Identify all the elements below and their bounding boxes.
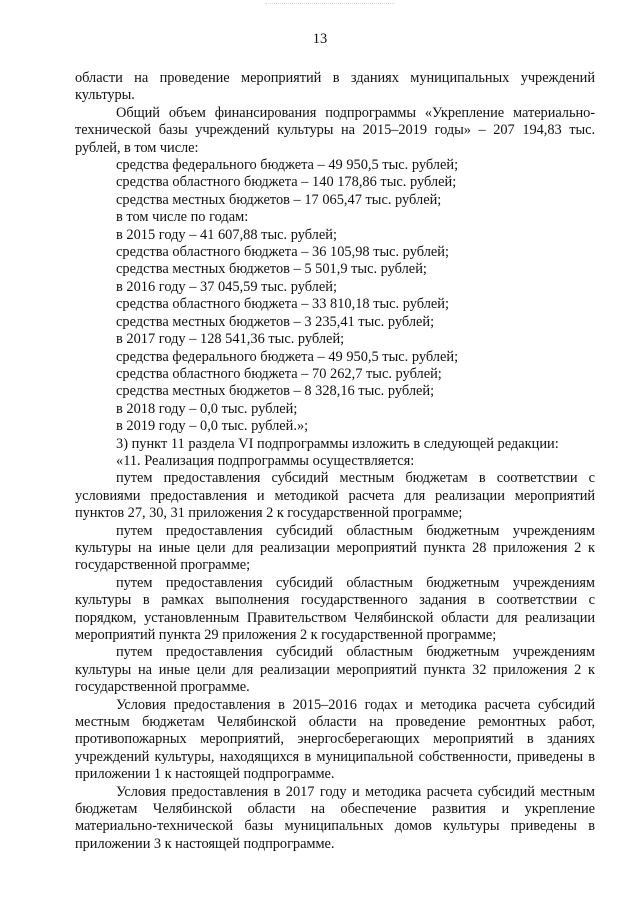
- text-line: «11. Реализация подпрограммы осуществляется:: [116, 452, 415, 469]
- text-line: в том числе по годам:: [116, 209, 249, 226]
- text-line: в 2015 году – 41 607,88 тыс. рублей;: [116, 226, 337, 243]
- paragraph: путем предоставления субсидий областным бюджетным учреждениям культуры в рамках выполнения государственного задания в соответствии с порядком, установленным Правительством Челябинской области для реализации мероприятий пункта 29 приложения 2 к государственной программе;: [75, 574, 595, 643]
- text-line: средства областного бюджета – 140 178,86 тыс. рублей;: [116, 174, 457, 191]
- paragraph: Условия предоставления в 2015–2016 годах и методика расчета субсидий местным бюджетам Челябинской области на проведение ремонтных работ, противопожарных мероприятий, энергосберегающих мероприятий в зданиях учреждений культуры, находящихся в муниципальной собственности, приведены в приложении 1 к настоящей подпрограмме.: [75, 696, 595, 783]
- text-line: средства местных бюджетов – 17 065,47 тыс. рублей;: [116, 191, 442, 208]
- text-line: в 2017 году – 128 541,36 тыс. рублей;: [116, 331, 345, 348]
- text-line: в 2019 году – 0,0 тыс. рублей.»;: [116, 418, 309, 435]
- text-line: средства местных бюджетов – 8 328,16 тыс. рублей;: [116, 383, 435, 400]
- paragraph: Общий объем финансирования подпрограммы «Укрепление материально-технической базы учреждений культуры на 2015–2019 годы» – 207 194,83 тыс. рублей, в том числе:: [75, 104, 595, 156]
- scan-marks: [265, 3, 395, 10]
- text-line: средства федерального бюджета – 49 950,5 тыс. рублей;: [116, 348, 459, 365]
- text-line: 3) пункт 11 раздела VI подпрограммы изложить в следующей редакции:: [116, 435, 559, 452]
- page-number: 13: [312, 31, 328, 47]
- paragraph: путем предоставления субсидий областным бюджетным учреждениям культуры на иные цели для реализации мероприятий пункта 28 приложения 2 к государственной программе;: [75, 522, 595, 574]
- text-line: средства областного бюджета – 33 810,18 тыс. рублей;: [116, 296, 449, 313]
- text-line: средства местных бюджетов – 3 235,41 тыс. рублей;: [116, 313, 435, 330]
- paragraph: путем предоставления субсидий местным бюджетам в соответствии с условиями предоставления и методикой расчета для реализации мероприятий пунктов 27, 30, 31 приложения 2 к государственной программе;: [75, 470, 595, 522]
- text-line: средства федерального бюджета – 49 950,5 тыс. рублей;: [116, 157, 459, 174]
- text-line: в 2018 году – 0,0 тыс. рублей;: [116, 400, 298, 417]
- text-line: средства местных бюджетов – 5 501,9 тыс. рублей;: [116, 261, 427, 278]
- document-body: [75, 70, 595, 853]
- paragraph: Условия предоставления в 2017 году и методика расчета субсидий местным бюджетам Челябинской области на обеспечение развития и укрепление материально-технической базы муниципальных домов культуры приведены в приложении 3 к настоящей подпрограмме.: [75, 783, 595, 852]
- text-line: средства областного бюджета – 70 262,7 тыс. рублей;: [116, 365, 442, 382]
- paragraph: путем предоставления субсидий областным бюджетным учреждениям культуры на иные цели для реализации мероприятий пункта 32 приложения 2 к государственной программе.: [75, 644, 595, 696]
- text-line: средства областного бюджета – 36 105,98 тыс. рублей;: [116, 244, 449, 261]
- paragraph: области на проведение мероприятий в зданиях муниципальных учреждений культуры.: [75, 70, 595, 104]
- text-line: в 2016 году – 37 045,59 тыс. рублей;: [116, 278, 337, 295]
